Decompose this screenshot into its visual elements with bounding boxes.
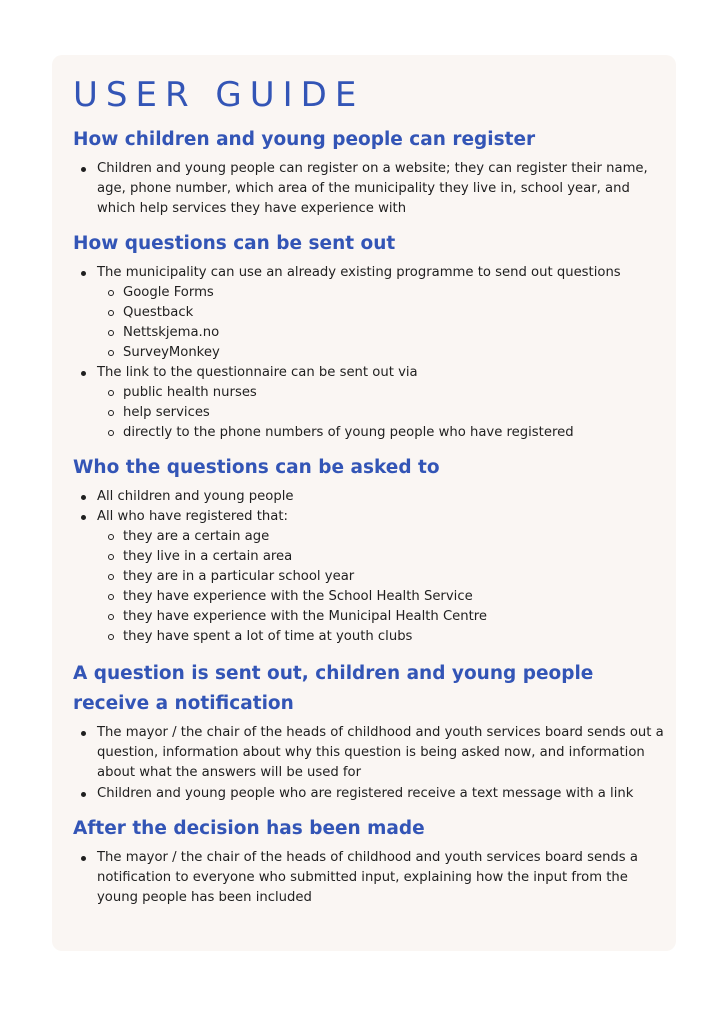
sub-list-item-text: directly to the phone numbers of young people who have registered (123, 425, 574, 440)
list-item-text: Children and young people who are registered receive a text message with a link (97, 786, 634, 801)
sub-list-item-text: SurveyMonkey (123, 345, 220, 360)
sub-list (97, 527, 664, 647)
sub-list-item-text: they have experience with the Municipal Health Centre (123, 609, 488, 624)
section-heading: Who the questions can be asked to (73, 457, 440, 478)
bullet-icon (81, 167, 86, 172)
bullet-icon (81, 271, 86, 276)
sub-list (97, 383, 664, 443)
bullet-list (73, 263, 664, 443)
section-send-questions (73, 229, 664, 443)
bullet-icon (81, 731, 86, 736)
section-who-asked (73, 453, 664, 647)
sub-list-item-text: Nettskjema.no (123, 325, 220, 340)
sub-list-item-text: they have experience with the School Health Service (123, 589, 473, 604)
section-heading: How questions can be sent out (73, 233, 396, 254)
circle-bullet-icon (108, 430, 114, 436)
list-item (97, 263, 664, 363)
list-item (97, 848, 664, 908)
section-register (73, 125, 664, 219)
sub-list-item (123, 607, 664, 627)
list-item-text: The link to the questionnaire can be sent out via (97, 365, 418, 380)
sub-list-item-text: help services (123, 405, 210, 420)
list-item (97, 363, 664, 443)
sub-list-item (123, 383, 664, 403)
bullet-list (73, 723, 664, 804)
bullet-icon (81, 371, 86, 376)
sub-list-item-text: they live in a certain area (123, 549, 293, 564)
list-item (97, 784, 664, 804)
sub-list-item (123, 547, 664, 567)
list-item-text: The mayor / the chair of the heads of childhood and youth services board sends a notification to everyone who submitted input, explaining how the input from the young people has been included (97, 850, 638, 905)
section-notification (73, 659, 664, 804)
sub-list-item (123, 567, 664, 587)
circle-bullet-icon (108, 574, 114, 580)
sub-list-item-text: Google Forms (123, 285, 214, 300)
sub-list-item-text: they are in a particular school year (123, 569, 355, 584)
circle-bullet-icon (108, 534, 114, 540)
sub-list-item (123, 343, 664, 363)
sub-list (97, 283, 664, 363)
list-item-text: Children and young people can register on a website; they can register their name, age, phone number, which area of the municipality they live in, school year, and which help services they have experience with (97, 161, 648, 216)
user-guide-card (52, 55, 676, 951)
bullet-list (73, 487, 664, 647)
sub-list-item (123, 283, 664, 303)
bullet-icon (81, 515, 86, 520)
bullet-list (73, 159, 664, 219)
circle-bullet-icon (108, 390, 114, 396)
circle-bullet-icon (108, 310, 114, 316)
sub-list-item-text: public health nurses (123, 385, 257, 400)
sub-list-item (123, 527, 664, 547)
bullet-list (73, 848, 664, 908)
section-heading: After the decision has been made (73, 818, 425, 839)
sub-list-item (123, 423, 664, 443)
list-item (97, 507, 664, 647)
sub-list-item (123, 627, 664, 647)
sub-list-item (123, 323, 664, 343)
list-item-text: The municipality can use an already existing programme to send out questions (97, 265, 621, 280)
list-item-text: All children and young people (97, 489, 294, 504)
circle-bullet-icon (108, 614, 114, 620)
circle-bullet-icon (108, 554, 114, 560)
sub-list-item (123, 587, 664, 607)
sub-list-item (123, 303, 664, 323)
bullet-icon (81, 792, 86, 797)
sub-list-item-text: they are a certain age (123, 529, 270, 544)
circle-bullet-icon (108, 410, 114, 416)
section-after-decision (73, 814, 664, 908)
circle-bullet-icon (108, 290, 114, 296)
list-item (97, 723, 664, 783)
sub-list-item-text: they have spent a lot of time at youth clubs (123, 629, 413, 644)
circle-bullet-icon (108, 634, 114, 640)
bullet-icon (81, 495, 86, 500)
bullet-icon (81, 856, 86, 861)
list-item-text: All who have registered that: (97, 509, 288, 524)
section-heading: How children and young people can register (73, 129, 536, 150)
section-heading: A question is sent out, children and young people receive a notification (73, 663, 594, 714)
circle-bullet-icon (108, 330, 114, 336)
circle-bullet-icon (108, 350, 114, 356)
sub-list-item-text: Questback (123, 305, 194, 320)
list-item (97, 487, 664, 507)
list-item (97, 159, 664, 219)
list-item-text: The mayor / the chair of the heads of childhood and youth services board sends out a question, information about why this question is being asked now, and information about what the answers will be used for (97, 725, 664, 780)
sub-list-item (123, 403, 664, 423)
page-title: USER GUIDE (73, 75, 365, 115)
circle-bullet-icon (108, 594, 114, 600)
